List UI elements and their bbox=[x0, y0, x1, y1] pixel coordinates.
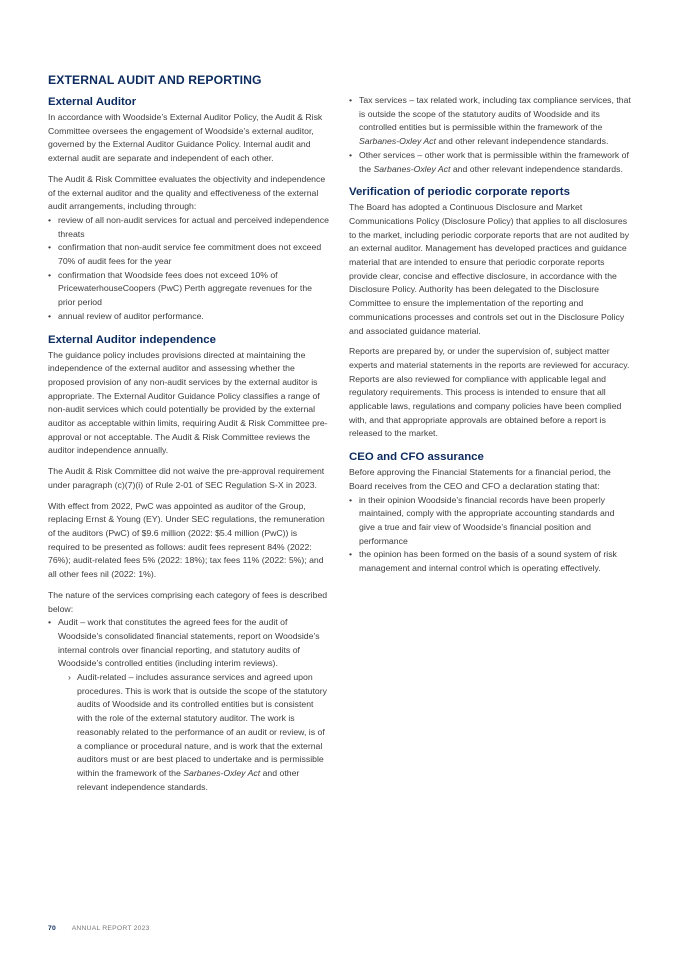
verification-paragraph-2: Reports are prepared by, or under the supervision of, subject matter experts and material statements in the reports are reviewed for accuracy. Reports are also reviewed for compliance with applicable legal and regulatory requirements. This process is intended to ensure that all applicable laws, regulations and company policies have been complied with, and that appropriate approvals are obtained before a report is released to the market. bbox=[349, 346, 630, 439]
independence-heading: External Auditor independence bbox=[48, 333, 216, 346]
section-title: EXTERNAL AUDIT AND REPORTING bbox=[48, 73, 262, 87]
ceo-cfo-list bbox=[349, 494, 632, 576]
verification-paragraph-1: The Board has adopted a Continuous Disclosure and Market Communications Policy (Disclosure Policy) that applies to all disclosures to the market, including periodic corporate reports that are not audited by an external auditor. Management has developed practices and guidance material that are intended to ensure that periodic corporate reports provide clear, concise and effective disclosure, in accordance with the Disclosure Policy. Authority has been delegated to the Disclosure Committee to ensure the implementation of the reporting and communications processes and controls set out in the Disclosure Policy and associated guidance material. bbox=[349, 202, 630, 336]
list-item: • annual review of auditor performance. bbox=[48, 310, 204, 321]
external-auditor-list bbox=[48, 214, 330, 324]
external-auditor-paragraph-2: The Audit & Risk Committee evaluates the objectivity and independence of the external auditor and the quality and effectiveness of the external audit arrangements, including through: bbox=[48, 173, 326, 212]
independence-paragraph-3: With effect from 2022, PwC was appointed as auditor of the Group, replacing Ernst & Young (EY). Under SEC regulations, the remuneration of the auditors (PwC) of $9.6 million (2022: $5.4 million (PwC)) is required to be presented as follows: audit fees represent 84% (2022: 76%); audit-related fees 5% (2022: 18%); tax fees 11% (2022: 5%); and all other fees nil (2022: 1%). bbox=[48, 500, 325, 580]
list-item: • Other services – other work that is permissible within the framework of the Sarbanes-Oxley Act and other relevant independence standards. bbox=[349, 149, 629, 174]
list-item: • review of all non-audit services for actual and perceived independence threats bbox=[48, 214, 329, 239]
list-item: › Audit-related – includes assurance services and agreed upon procedures. This is work that is outside the scope of the statutory audits of Woodside and its controlled entities but is consistent with the role of the external statutory auditor. The work is reasonably related to the performance of an audit or review, is of a compliance or procedural nature, and is work that the external auditors must or are best placed to undertake and is permissible within the framework of the Sarbanes-Oxley Act and other relevant independence standards. bbox=[68, 672, 327, 792]
list-item: • Audit – work that constitutes the agreed fees for the audit of Woodside’s consolidated financial statements, report on Woodside’s internal controls over financial reporting, and statutory audits of Woodside’s controlled entities (including interim reviews). › Audit-related – includes assurance services and agreed upon procedures. This is work that is outside the scope of the statutory audits of Woodside and its controlled entities but is consistent with the role of the external statutory auditor. The work is reasonably related to the performance of an audit or review, is of a compliance or procedural nature, and is work that the external auditors must or are best placed to undertake and is permissible within the framework of the Sarbanes-Oxley Act and other relevant independence standards. bbox=[48, 616, 330, 794]
external-auditor-paragraph-1: In accordance with Woodside’s External Auditor Policy, the Audit & Risk Committee oversees the engagement of Woodside’s external auditor, governed by the External Auditor Guidance Policy. Internal audit and external audit are separate and independent of each other. bbox=[48, 112, 323, 164]
independence-paragraph-1: The guidance policy includes provisions directed at maintaining the independence of the external auditor and assessing whether the proposed provision of any non-audit services by the external auditor is appropriate. The External Auditor Guidance Policy classifies a range of non-audit services which could potentially be provided by the external auditor as acceptable within limits, requiring Audit & Risk Committee pre-approval or not acceptable. The Audit & Risk Committee reviews the auditor independence annually. bbox=[48, 349, 328, 456]
footer-label: ANNUAL REPORT 2023 bbox=[71, 925, 150, 932]
ceo-cfo-paragraph: Before approving the Financial Statements for a financial period, the Board receives from the CEO and CFO a declaration stating that: bbox=[349, 467, 611, 491]
audit-sub-list bbox=[58, 671, 330, 794]
ceo-cfo-heading: CEO and CFO assurance bbox=[349, 451, 484, 464]
list-item: • Tax services – tax related work, including tax compliance services, that is outside the scope of the statutory audits of Woodside and its controlled entities but is permissible within the framework of the Sarbanes-Oxley Act and other relevant independence standards. bbox=[349, 95, 631, 147]
list-item: • confirmation that Woodside fees does not exceed 10% of PricewaterhouseCoopers (PwC) Perth aggregate revenues for the prior period bbox=[48, 269, 312, 308]
page-number: 70 bbox=[48, 925, 56, 932]
list-item: • confirmation that non-audit service fee commitment does not exceed 70% of audit fees for the year bbox=[48, 242, 322, 267]
fee-categories-list-continued bbox=[349, 94, 632, 176]
fee-categories-list bbox=[48, 616, 330, 794]
external-auditor-heading: External Auditor bbox=[48, 96, 137, 108]
independence-paragraph-2: The Audit & Risk Committee did not waive the pre-approval requirement under paragraph (c)(7)(i) of Rule 2-01 of SEC Regulation S-X in 2023. bbox=[48, 466, 325, 490]
left-column bbox=[48, 72, 330, 801]
page-footer bbox=[48, 925, 150, 932]
list-item: • the opinion has been formed on the basis of a sound system of risk management and internal control which is operating effectively. bbox=[349, 549, 617, 574]
verification-heading: Verification of periodic corporate reports bbox=[349, 186, 570, 199]
list-item: • in their opinion Woodside’s financial records have been properly maintained, comply with the appropriate accounting standards and give a true and fair view of Woodside’s financial position and performance bbox=[349, 494, 615, 546]
independence-paragraph-4: The nature of the services comprising each category of fees is described below: bbox=[48, 589, 328, 614]
right-column bbox=[349, 94, 632, 583]
